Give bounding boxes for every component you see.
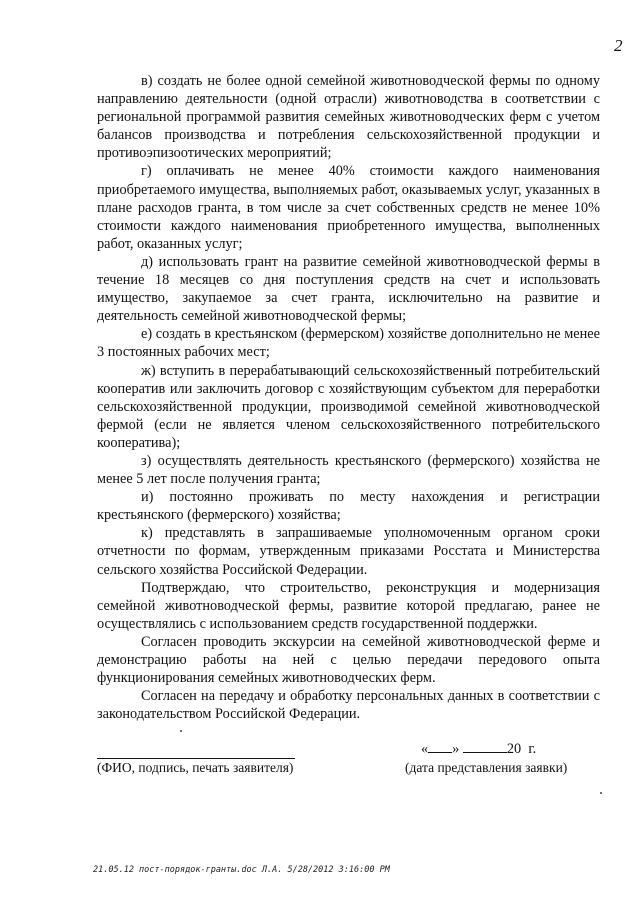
day-blank <box>428 740 452 753</box>
scan-speck <box>600 792 602 794</box>
date-caption: (дата представления заявки) <box>405 760 568 775</box>
date-year: 20 г. <box>506 741 537 757</box>
paragraph-v: в) создать не более одной семейной животноводческой фермы по одному направлению деятельности (одной отрасли) животноводства в соответствии с региональной программой развития семейных животноводческих ферм с учетом балансов производства и потребления сельскохозяйственной продукции и противоэпизоотических мероприятий; <box>97 73 600 162</box>
confirmation-paragraph: Подтверждаю, что строительство, реконструкция и модернизация семейной животноводческой фермы, развитие которой предлагаю, ранее не осуществлялись с использованием средств государственной поддержки. <box>97 579 600 632</box>
date-close-quote: » <box>452 741 460 757</box>
paragraph-e: е) создать в крестьянском (фермерском) хозяйстве дополнительно не менее 3 постоянных рабочих мест; <box>97 326 600 361</box>
paragraph-i: и) постоянно проживать по месту нахождения и регистрации крестьянского (фермерского) хозяйства; <box>97 489 600 524</box>
scan-speck <box>180 730 182 732</box>
signature-caption: (ФИО, подпись, печать заявителя) <box>97 760 294 775</box>
date-fill-line <box>421 740 536 758</box>
signature-line <box>97 758 295 759</box>
paragraph-k: к) представлять в запрашиваемые уполномоченным органом сроки отчетности по формам, утвержденным приказами Росстата и Министерства сельского хозяйства Российской Федерации. <box>97 525 600 578</box>
signature-block <box>0 741 640 788</box>
page-number: 2 <box>614 36 623 55</box>
personal-data-consent-paragraph: Согласен на передачу и обработку персональных данных в соответствии с законодательством Российской Федерации. <box>97 688 600 723</box>
paragraph-zh: ж) вступить в перерабатывающий сельскохозяйственный потребительский кооператив или заключить договор с хозяйствующим субъектом для переработки сельскохозяйственной продукции, производимой семейной животноводческой фермой (если не является членом сельскохозяйственного потребительского кооператива); <box>97 362 600 451</box>
file-footer: 21.05.12 пост-порядок-гранты.doc Л.А. 5/28/2012 3:16:00 PM <box>93 865 390 875</box>
paragraph-z: з) осуществлять деятельность крестьянского (фермерского) хозяйства не менее 5 лет после получения гранта; <box>97 452 600 488</box>
document-body <box>97 72 600 723</box>
paragraph-g: г) оплачивать не менее 40% стоимости каждого наименования приобретаемого имущества, выполняемых работ, оказываемых услуг, указанных в плане расходов гранта, в том числе за счет собственных средств не менее 10% стоимости каждого наименования приобретенного имущества, выполненных работ, оказанных услуг; <box>97 163 600 252</box>
month-blank <box>463 740 507 753</box>
date-open-quote: « <box>421 741 429 757</box>
excursion-consent-paragraph: Согласен проводить экскурсии на семейной животноводческой ферме и демонстрацию работы на ней с целью передачи передового опыта функционирования семейных животноводческих ферм. <box>97 633 600 687</box>
paragraph-d: д) использовать грант на развитие семейной животноводческой фермы в течение 18 месяцев со дня поступления средств на счет и использовать имущество, закупаемое за счет гранта, исключительно на развитие и деятельность семейной животноводческой фермы; <box>97 253 600 325</box>
